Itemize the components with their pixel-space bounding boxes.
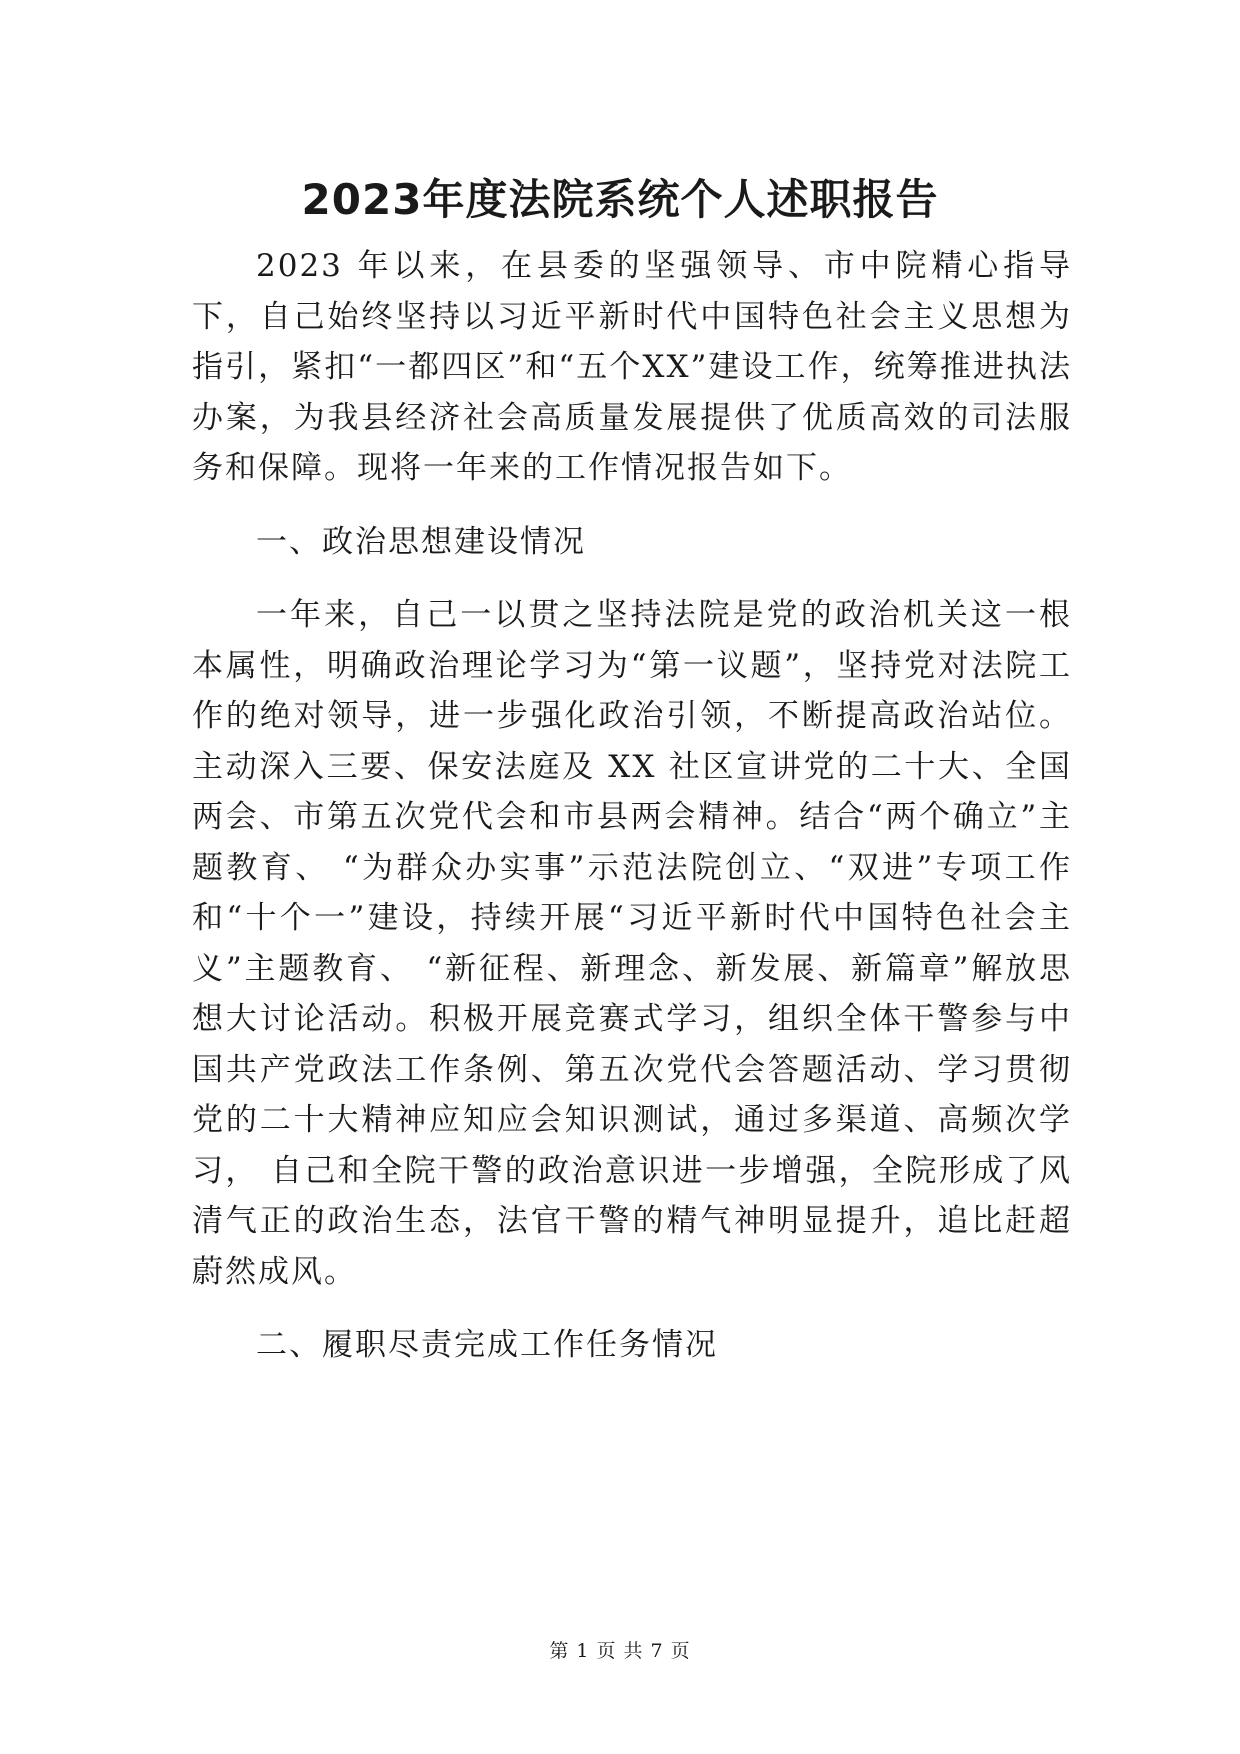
intro-paragraph: 2023 年以来，在县委的坚强领导、市中院精心指导下，自己始终坚持以习近平新时代中国特色社会主义思想为指引，紧扣“一都四区”和“五个XX”建设工作，统筹推进执法办案，为我县经济社会高质量发展提供了优质高效的司法服务和保障。现将一年来的工作情况报告如下。 xyxy=(192,248,1072,486)
section-heading-2: 二、履职尽责完成工作任务情况 xyxy=(256,1327,718,1363)
document-body xyxy=(192,241,1072,1371)
section-heading-1: 一、政治思想建设情况 xyxy=(256,523,586,560)
spacer xyxy=(192,1297,1072,1320)
document-title: 2023年度法院系统个人述职报告 xyxy=(301,175,939,224)
section-1-paragraph: 一年来，自己一以贯之坚持法院是党的政治机关这一根本属性，明确政治理论学习为“第一议题”，坚持党对法院工作的绝对领导，进一步强化政治引领，不断提高政治站位。主动深入三要、保安法庭及 XX 社区宣讲党的二十大、全国两会、市第五次党代会和市县两会精神。结合“两个确立”主题教育、 “为群众办实事”示范法院创立、“双进”专项工作和“十个一”建设，持续开展“习近平新时代中国特色社会主义”主题教育、 “新征程、新理念、新发展、新篇章”解放思想大讨论活动。积极开展竞赛式学习，组织全体干警参与中国共产党政法工作条例、第五次党代会答题活动、学习贯彻党的二十大精神应知应会知识测试，通过多渠道、高频次学习， 自己和全院干警的政治意识进一步增强，全院形成了风清气正的政治生态，法官干警的精气神明显提升，追比赶超蔚然成风。 xyxy=(192,597,1072,1290)
spacer xyxy=(192,567,1072,590)
spacer xyxy=(192,494,1072,517)
page-number-footer: 第 1 页 共 7 页 xyxy=(549,1640,691,1662)
